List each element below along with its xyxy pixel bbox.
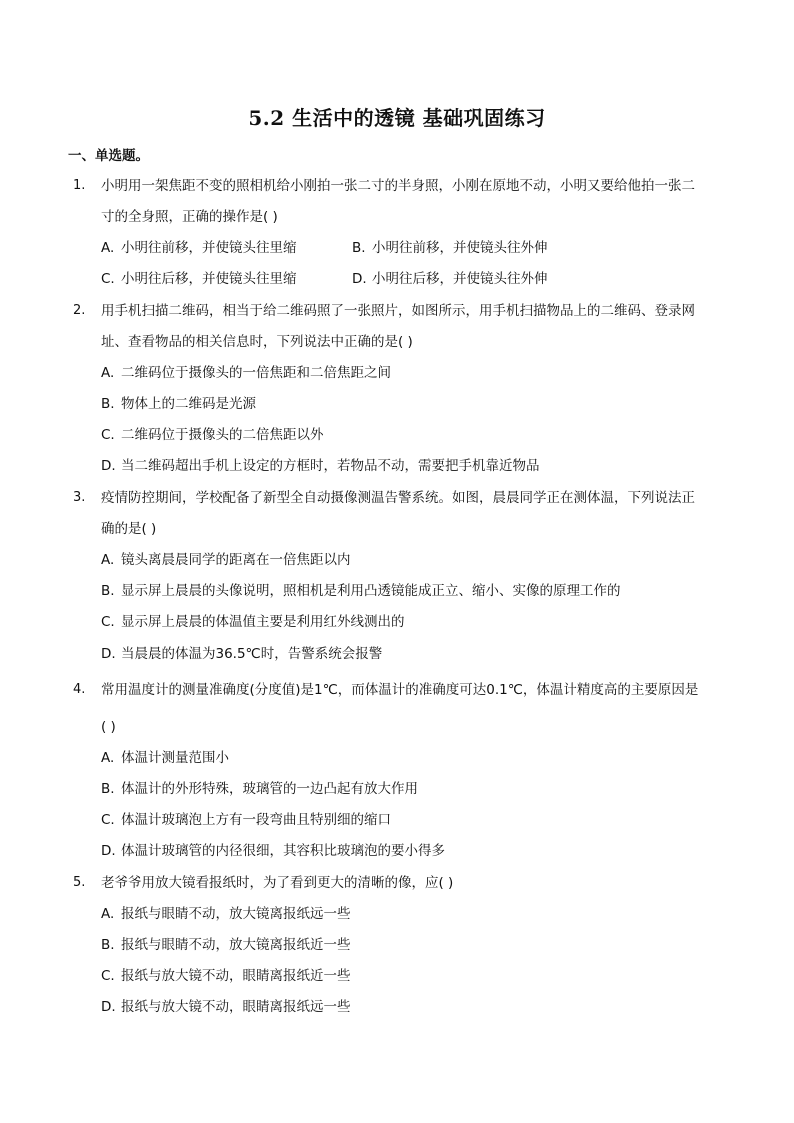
option-letter: C. (101, 427, 115, 443)
option-a[interactable] (101, 550, 351, 570)
option-letter: C. (101, 271, 115, 287)
option-b[interactable] (101, 935, 351, 955)
option-a[interactable] (101, 363, 391, 383)
question-number: 4. (73, 682, 86, 697)
option-d[interactable] (101, 997, 351, 1017)
option-b[interactable] (101, 779, 418, 799)
option-text: 体温计的外形特殊，玻璃管的一边凸起有放大作用 (121, 781, 418, 797)
option-letter: D. (101, 458, 116, 474)
option-letter: C. (101, 968, 115, 984)
option-letter: A. (101, 552, 115, 568)
option-text: 二维码位于摄像头的二倍焦距以外 (121, 427, 324, 443)
option-letter: B. (101, 583, 115, 599)
question-text: 常用温度计的测量准确度(分度值)是1℃，而体温计的准确度可达0.1℃，体温计精度高的主要原因是 (101, 682, 699, 698)
option-letter: D. (101, 999, 116, 1015)
option-c[interactable] (101, 810, 391, 830)
option-letter: C. (101, 614, 115, 630)
question-text: ( ) (101, 719, 116, 735)
question-number: 2. (73, 303, 86, 318)
option-text: 小明往后移，并使镜头往里缩 (121, 271, 297, 287)
option-letter: A. (101, 750, 115, 766)
option-text: 显示屏上晨晨的头像说明，照相机是利用凸透镜能成正立、缩小、实像的原理工作的 (121, 583, 621, 599)
option-text: 二维码位于摄像头的一倍焦距和二倍焦距之间 (121, 365, 391, 381)
question-number: 5. (73, 875, 86, 890)
option-letter: D. (101, 646, 116, 662)
option-text: 体温计玻璃泡上方有一段弯曲且特别细的缩口 (121, 812, 391, 828)
option-text: 体温计玻璃管的内径很细，其容积比玻璃泡的要小得多 (121, 843, 445, 859)
option-c[interactable] (101, 269, 297, 289)
option-a[interactable] (101, 238, 297, 258)
option-c[interactable] (101, 966, 351, 986)
option-text: 镜头离晨晨同学的距离在一倍焦距以内 (121, 552, 351, 568)
option-a[interactable] (101, 904, 351, 924)
page-title: 5.2 生活中的透镜 基础巩固练习 (248, 106, 546, 130)
question-number: 3. (73, 490, 86, 505)
option-text: 报纸与放大镜不动，眼睛离报纸近一些 (121, 968, 351, 984)
option-c[interactable] (101, 425, 324, 445)
option-text: 当晨晨的体温为36.5℃时，告警系统会报警 (121, 646, 383, 662)
option-b[interactable] (101, 394, 256, 414)
option-letter: B. (352, 240, 366, 256)
question-text: 小明用一架焦距不变的照相机给小刚拍一张二寸的半身照，小刚在原地不动，小明又要给他拍一张二 (101, 178, 695, 194)
option-d[interactable] (352, 269, 548, 289)
option-text: 体温计测量范围小 (121, 750, 229, 766)
option-text: 报纸与放大镜不动，眼睛离报纸远一些 (121, 999, 351, 1015)
option-a[interactable] (101, 748, 229, 768)
option-text: 小明往前移，并使镜头往里缩 (121, 240, 297, 256)
option-b[interactable] (101, 581, 621, 601)
option-text: 报纸与眼睛不动，放大镜离报纸近一些 (121, 937, 351, 953)
option-text: 小明往前移，并使镜头往外伸 (372, 240, 548, 256)
option-letter: D. (101, 843, 116, 859)
question-text: 址、查看物品的相关信息时，下列说法中正确的是( ) (101, 334, 413, 350)
option-b[interactable] (352, 238, 548, 258)
question-number: 1. (73, 178, 86, 193)
question-text: 疫情防控期间，学校配备了新型全自动摄像测温告警系统。如图，晨晨同学正在测体温，下列说法正 (101, 490, 695, 506)
question-text: 老爷爷用放大镜看报纸时，为了看到更大的清晰的像，应( ) (101, 875, 454, 891)
option-letter: D. (352, 271, 367, 287)
option-d[interactable] (101, 644, 382, 664)
option-letter: B. (101, 937, 115, 953)
option-letter: A. (101, 365, 115, 381)
question-text: 寸的全身照，正确的操作是( ) (101, 209, 278, 225)
option-letter: A. (101, 240, 115, 256)
option-text: 小明往后移，并使镜头往外伸 (372, 271, 548, 287)
section-heading: 一、单选题。 (68, 148, 149, 164)
question-text: 确的是( ) (101, 521, 157, 537)
option-text: 显示屏上晨晨的体温值主要是利用红外线测出的 (121, 614, 405, 630)
option-letter: B. (101, 781, 115, 797)
option-d[interactable] (101, 456, 540, 476)
option-text: 报纸与眼睛不动，放大镜离报纸远一些 (121, 906, 351, 922)
option-letter: C. (101, 812, 115, 828)
option-letter: A. (101, 906, 115, 922)
option-text: 当二维码超出手机上设定的方框时，若物品不动，需要把手机靠近物品 (121, 458, 540, 474)
option-text: 物体上的二维码是光源 (121, 396, 256, 412)
option-letter: B. (101, 396, 115, 412)
option-d[interactable] (101, 841, 445, 861)
question-text: 用手机扫描二维码，相当于给二维码照了一张照片，如图所示，用手机扫描物品上的二维码、登录网 (101, 303, 695, 319)
option-c[interactable] (101, 612, 405, 632)
